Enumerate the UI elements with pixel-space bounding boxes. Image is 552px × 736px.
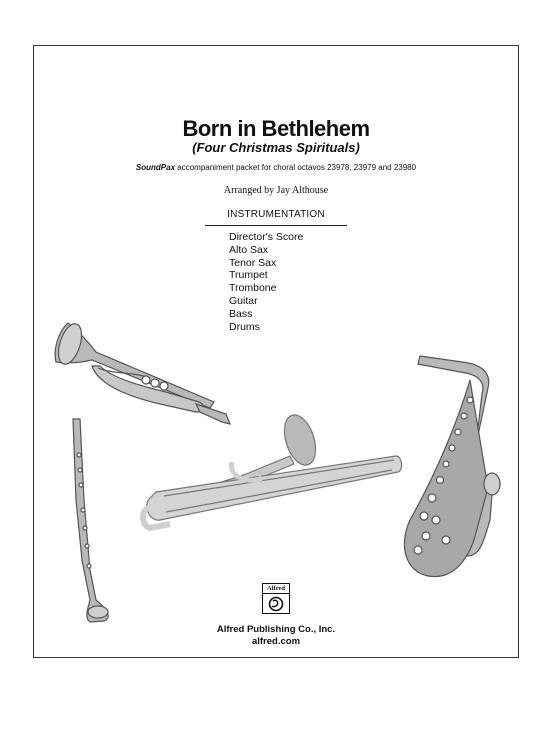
soundpax-brand: SoundPax [135,163,176,172]
instrument-item: Drums [229,320,260,333]
packet-text: accompaniment packet for choral octavos 23978, 23979 and 23980 [175,163,417,172]
page-subtitle: (Four Christmas Spirituals) [192,140,360,155]
instrument-item: Tenor Sax [229,256,277,269]
instrumentation-heading: INSTRUMENTATION [227,209,325,220]
instrument-item: Trombone [229,282,277,295]
page-title: Born in Bethlehem [182,116,370,141]
instrument-item: Guitar [229,294,258,307]
publisher-website: alfred.com [251,636,301,647]
alfred-logo-label: Alfred [263,584,289,594]
clarinet-icon [73,419,108,622]
publisher-name: Alfred Publishing Co., Inc. [216,624,336,635]
instrument-item: Alto Sax [229,243,269,256]
trumpet-icon [54,321,230,424]
instrument-item: Bass [229,307,253,320]
alfred-logo-emblem [263,594,289,613]
trombone-icon [143,411,402,528]
instrument-item: Trumpet [229,269,268,282]
alfred-logo [262,583,290,614]
logo-emblem-icon [267,596,285,612]
saxophone-icon [404,356,500,577]
instrument-item: Director's Score [229,231,304,243]
arranger-credit: Arranged by Jay Althouse [223,185,329,196]
